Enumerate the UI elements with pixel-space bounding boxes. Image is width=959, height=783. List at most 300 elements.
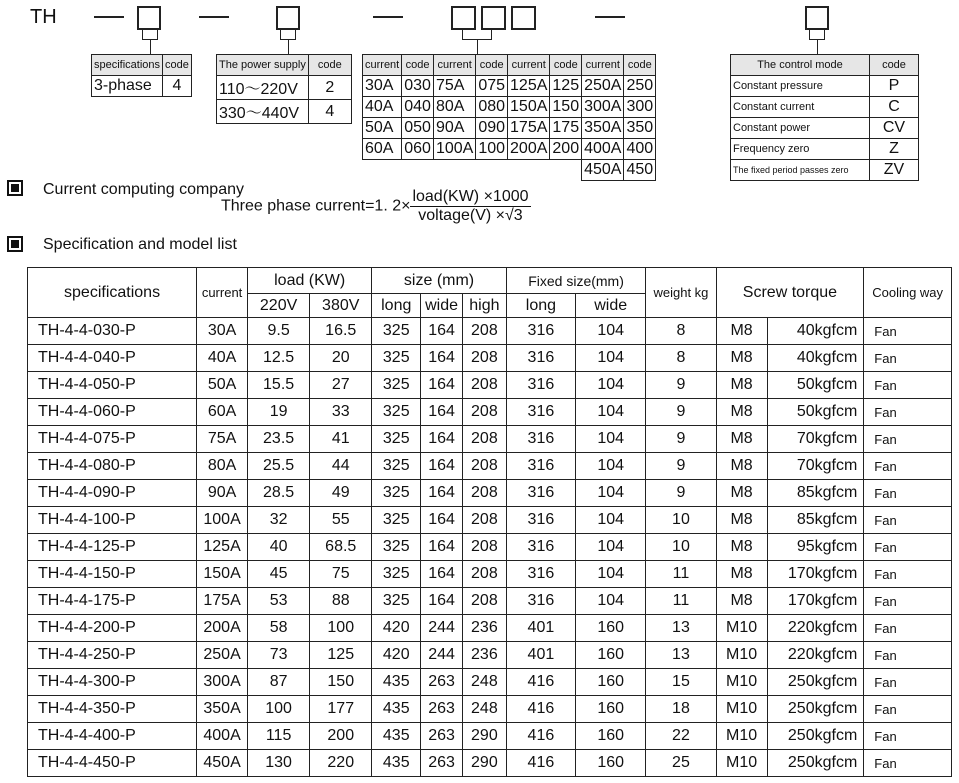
current-cell: 300A: [197, 669, 248, 696]
size-long-cell: 325: [372, 318, 421, 345]
control-code: P: [870, 76, 919, 97]
weight-cell: 9: [646, 453, 716, 480]
current-code: 075: [476, 76, 508, 97]
dash-2: [199, 16, 229, 18]
torque-cell: 220kgfcm: [767, 615, 864, 642]
load-380-cell: 125: [310, 642, 372, 669]
fixed-wide-cell: 104: [576, 399, 646, 426]
header-fixed-size: Fixed size(mm): [506, 268, 646, 294]
fixed-long-cell: 316: [506, 399, 575, 426]
header-load-220: 220V: [248, 294, 310, 318]
table-row: [28, 696, 952, 723]
connector-spec-stem: [150, 40, 151, 54]
table-row: [28, 534, 952, 561]
current-value: 200A: [508, 139, 550, 160]
spec-list-title: Specification and model list: [43, 236, 237, 253]
current-value: 300A: [582, 97, 624, 118]
current-code: 250: [624, 76, 656, 97]
control-code: C: [870, 97, 919, 118]
load-220-cell: 25.5: [248, 453, 310, 480]
model-cell: TH-4-4-450-P: [28, 750, 197, 777]
current-cell: 80A: [197, 453, 248, 480]
screw-cell: M8: [716, 561, 767, 588]
table-row: [28, 615, 952, 642]
load-220-cell: 28.5: [248, 480, 310, 507]
size-high-cell: 208: [462, 426, 506, 453]
table-row: [28, 372, 952, 399]
table-row: [28, 723, 952, 750]
connector-control: [809, 30, 825, 40]
size-high-cell: 208: [462, 399, 506, 426]
table-row: [28, 480, 952, 507]
fixed-wide-cell: 104: [576, 561, 646, 588]
current-value: 100A: [433, 139, 475, 160]
current-code: 400: [624, 139, 656, 160]
size-high-cell: 208: [462, 507, 506, 534]
current-cell: 350A: [197, 696, 248, 723]
weight-cell: 9: [646, 480, 716, 507]
header-cooling: Cooling way: [864, 268, 952, 318]
fixed-long-cell: 316: [506, 318, 575, 345]
weight-cell: 11: [646, 588, 716, 615]
load-380-cell: 49: [310, 480, 372, 507]
current-cell: 150A: [197, 561, 248, 588]
cooling-cell: Fan: [864, 588, 952, 615]
current-code: 090: [476, 118, 508, 139]
current-value: 40A: [363, 97, 402, 118]
weight-cell: 10: [646, 507, 716, 534]
cooling-cell: Fan: [864, 750, 952, 777]
fixed-long-cell: 316: [506, 507, 575, 534]
computing-title: Current computing company: [43, 181, 244, 198]
code-box-control: [805, 6, 829, 30]
load-220-cell: 9.5: [248, 318, 310, 345]
load-380-cell: 150: [310, 669, 372, 696]
header-size: size (mm): [372, 268, 506, 294]
current-cell: 100A: [197, 507, 248, 534]
fixed-long-cell: 316: [506, 588, 575, 615]
current-code-header: code: [624, 55, 656, 76]
cooling-cell: Fan: [864, 615, 952, 642]
current-header: current: [433, 55, 475, 76]
size-long-cell: 420: [372, 642, 421, 669]
screw-cell: M10: [716, 696, 767, 723]
load-220-cell: 32: [248, 507, 310, 534]
screw-cell: M8: [716, 318, 767, 345]
size-high-cell: 290: [462, 723, 506, 750]
connector-current: [462, 30, 492, 40]
current-cell: 200A: [197, 615, 248, 642]
torque-cell: 250kgfcm: [767, 696, 864, 723]
size-long-cell: 420: [372, 615, 421, 642]
fixed-long-cell: 316: [506, 426, 575, 453]
table-row: [28, 345, 952, 372]
screw-cell: M8: [716, 588, 767, 615]
power-code-table: [216, 54, 352, 124]
load-380-cell: 220: [310, 750, 372, 777]
fixed-wide-cell: 160: [576, 723, 646, 750]
size-wide-cell: 263: [421, 723, 463, 750]
header-load-380: 380V: [310, 294, 372, 318]
header-size-long: long: [372, 294, 421, 318]
load-220-cell: 15.5: [248, 372, 310, 399]
fixed-wide-cell: 104: [576, 426, 646, 453]
load-220-cell: 45: [248, 561, 310, 588]
current-cell: 175A: [197, 588, 248, 615]
control-code-header: code: [870, 55, 919, 76]
load-380-cell: 68.5: [310, 534, 372, 561]
current-code-header: code: [402, 55, 434, 76]
spec-header: specifications: [92, 55, 163, 76]
size-high-cell: 208: [462, 561, 506, 588]
fixed-wide-cell: 160: [576, 750, 646, 777]
torque-cell: 40kgfcm: [767, 345, 864, 372]
table-row: [28, 453, 952, 480]
current-code: 050: [402, 118, 434, 139]
model-cell: TH-4-4-090-P: [28, 480, 197, 507]
cooling-cell: Fan: [864, 480, 952, 507]
cooling-cell: Fan: [864, 399, 952, 426]
model-cell: TH-4-4-200-P: [28, 615, 197, 642]
size-wide-cell: 263: [421, 696, 463, 723]
screw-cell: M8: [716, 480, 767, 507]
power-code-header: code: [308, 55, 351, 76]
current-code: 125: [550, 76, 582, 97]
size-high-cell: 236: [462, 642, 506, 669]
dash-4: [595, 16, 625, 18]
header-specifications: specifications: [28, 268, 197, 318]
load-380-cell: 20: [310, 345, 372, 372]
header-size-wide: wide: [421, 294, 463, 318]
weight-cell: 18: [646, 696, 716, 723]
size-long-cell: 325: [372, 345, 421, 372]
fixed-wide-cell: 160: [576, 615, 646, 642]
current-code: 450: [624, 160, 656, 181]
torque-cell: 250kgfcm: [767, 669, 864, 696]
cooling-cell: Fan: [864, 507, 952, 534]
current-header: current: [508, 55, 550, 76]
table-row: [28, 588, 952, 615]
current-cell: 50A: [197, 372, 248, 399]
spec-code-table: [91, 54, 192, 97]
connector-control-stem: [817, 40, 818, 54]
size-long-cell: 325: [372, 399, 421, 426]
control-code: ZV: [870, 160, 919, 181]
model-cell: TH-4-4-040-P: [28, 345, 197, 372]
weight-cell: 13: [646, 615, 716, 642]
control-mode: Constant pressure: [731, 76, 870, 97]
load-380-cell: 100: [310, 615, 372, 642]
screw-cell: M8: [716, 399, 767, 426]
model-cell: TH-4-4-400-P: [28, 723, 197, 750]
fixed-long-cell: 316: [506, 345, 575, 372]
header-current: current: [197, 268, 248, 318]
weight-cell: 8: [646, 345, 716, 372]
size-wide-cell: 164: [421, 534, 463, 561]
size-wide-cell: 263: [421, 750, 463, 777]
fixed-wide-cell: 104: [576, 507, 646, 534]
load-220-cell: 115: [248, 723, 310, 750]
table-row: [28, 561, 952, 588]
cooling-cell: Fan: [864, 696, 952, 723]
cooling-cell: Fan: [864, 534, 952, 561]
size-high-cell: 208: [462, 345, 506, 372]
screw-cell: M8: [716, 345, 767, 372]
model-cell: TH-4-4-050-P: [28, 372, 197, 399]
control-mode: Constant current: [731, 97, 870, 118]
size-high-cell: 208: [462, 318, 506, 345]
load-220-cell: 40: [248, 534, 310, 561]
size-long-cell: 325: [372, 561, 421, 588]
load-380-cell: 200: [310, 723, 372, 750]
size-high-cell: 208: [462, 534, 506, 561]
bullet-square-icon: [7, 236, 23, 252]
fixed-long-cell: 416: [506, 723, 575, 750]
model-cell: TH-4-4-250-P: [28, 642, 197, 669]
current-code: 350: [624, 118, 656, 139]
formula-numerator: load(KW) ×1000: [412, 188, 529, 205]
fixed-long-cell: 316: [506, 534, 575, 561]
current-value: 60A: [363, 139, 402, 160]
connector-current-stem: [477, 40, 478, 54]
table-row: [28, 426, 952, 453]
current-value: 50A: [363, 118, 402, 139]
screw-cell: M8: [716, 426, 767, 453]
screw-cell: M10: [716, 615, 767, 642]
size-wide-cell: 164: [421, 372, 463, 399]
spec-value: 3-phase: [92, 76, 163, 97]
formula-lhs: Three phase current: [221, 197, 366, 215]
current-empty: [508, 160, 550, 181]
current-value: 175A: [508, 118, 550, 139]
size-high-cell: 208: [462, 372, 506, 399]
fixed-wide-cell: 160: [576, 696, 646, 723]
torque-cell: 170kgfcm: [767, 588, 864, 615]
model-cell: TH-4-4-060-P: [28, 399, 197, 426]
table-row: [28, 507, 952, 534]
current-code: 030: [402, 76, 434, 97]
current-code-table: [362, 54, 656, 181]
current-cell: 60A: [197, 399, 248, 426]
current-empty: [363, 160, 402, 181]
current-code: 150: [550, 97, 582, 118]
weight-cell: 9: [646, 426, 716, 453]
fixed-long-cell: 316: [506, 453, 575, 480]
load-220-cell: 12.5: [248, 345, 310, 372]
model-prefix: TH: [30, 6, 57, 28]
load-380-cell: 41: [310, 426, 372, 453]
screw-cell: M8: [716, 507, 767, 534]
header-fixed-wide: wide: [576, 294, 646, 318]
current-value: 80A: [433, 97, 475, 118]
size-long-cell: 325: [372, 480, 421, 507]
size-wide-cell: 244: [421, 615, 463, 642]
spec-code-header: code: [163, 55, 192, 76]
size-long-cell: 325: [372, 588, 421, 615]
current-header: current: [363, 55, 402, 76]
size-wide-cell: 164: [421, 561, 463, 588]
header-screw-torque: Screw torque: [716, 268, 864, 318]
load-380-cell: 55: [310, 507, 372, 534]
current-code-header: code: [550, 55, 582, 76]
current-header: current: [582, 55, 624, 76]
control-mode: Constant power: [731, 118, 870, 139]
header-fixed-long: long: [506, 294, 575, 318]
load-220-cell: 19: [248, 399, 310, 426]
model-cell: TH-4-4-125-P: [28, 534, 197, 561]
dash-3: [373, 16, 403, 18]
current-code: 175: [550, 118, 582, 139]
size-long-cell: 435: [372, 723, 421, 750]
size-wide-cell: 244: [421, 642, 463, 669]
header-load: load (KW): [248, 268, 372, 294]
cooling-cell: Fan: [864, 453, 952, 480]
torque-cell: 50kgfcm: [767, 399, 864, 426]
current-cell: 90A: [197, 480, 248, 507]
code-box-current-2: [481, 6, 506, 30]
code-box-current-3: [511, 6, 536, 30]
cooling-cell: Fan: [864, 669, 952, 696]
current-code-header: code: [476, 55, 508, 76]
current-value: 250A: [582, 76, 624, 97]
current-code: 060: [402, 139, 434, 160]
current-code: 040: [402, 97, 434, 118]
current-cell: 250A: [197, 642, 248, 669]
formula-fraction: [410, 188, 530, 225]
size-high-cell: 248: [462, 696, 506, 723]
header-size-high: high: [462, 294, 506, 318]
size-high-cell: 208: [462, 453, 506, 480]
current-code: 080: [476, 97, 508, 118]
current-cell: 75A: [197, 426, 248, 453]
size-wide-cell: 164: [421, 426, 463, 453]
load-220-cell: 58: [248, 615, 310, 642]
size-long-cell: 325: [372, 372, 421, 399]
current-empty: [476, 160, 508, 181]
cooling-cell: Fan: [864, 426, 952, 453]
screw-cell: M10: [716, 750, 767, 777]
fixed-long-cell: 416: [506, 750, 575, 777]
size-wide-cell: 164: [421, 345, 463, 372]
formula-eq: =1. 2×: [365, 197, 411, 215]
current-value: 75A: [433, 76, 475, 97]
size-long-cell: 435: [372, 696, 421, 723]
weight-cell: 22: [646, 723, 716, 750]
load-220-cell: 87: [248, 669, 310, 696]
load-380-cell: 177: [310, 696, 372, 723]
torque-cell: 50kgfcm: [767, 372, 864, 399]
torque-cell: 250kgfcm: [767, 723, 864, 750]
size-wide-cell: 164: [421, 399, 463, 426]
fixed-long-cell: 316: [506, 561, 575, 588]
spec-table-body: [28, 318, 952, 777]
model-cell: TH-4-4-030-P: [28, 318, 197, 345]
control-header: The control mode: [731, 55, 870, 76]
torque-cell: 220kgfcm: [767, 642, 864, 669]
torque-cell: 95kgfcm: [767, 534, 864, 561]
fixed-long-cell: 316: [506, 372, 575, 399]
current-value: 450A: [582, 160, 624, 181]
current-value: 400A: [582, 139, 624, 160]
size-long-cell: 325: [372, 534, 421, 561]
code-box-spec: [137, 6, 161, 30]
current-empty: [402, 160, 434, 181]
control-code-table: [730, 54, 919, 181]
current-value: 90A: [433, 118, 475, 139]
control-mode: Frequency zero: [731, 139, 870, 160]
model-cell: TH-4-4-350-P: [28, 696, 197, 723]
size-wide-cell: 164: [421, 453, 463, 480]
size-high-cell: 236: [462, 615, 506, 642]
torque-cell: 70kgfcm: [767, 453, 864, 480]
fixed-long-cell: 416: [506, 669, 575, 696]
fixed-wide-cell: 104: [576, 372, 646, 399]
load-380-cell: 88: [310, 588, 372, 615]
size-wide-cell: 164: [421, 480, 463, 507]
size-long-cell: 325: [372, 426, 421, 453]
table-row: [28, 642, 952, 669]
load-220-cell: 73: [248, 642, 310, 669]
current-value: 30A: [363, 76, 402, 97]
model-cell: TH-4-4-080-P: [28, 453, 197, 480]
cooling-cell: Fan: [864, 345, 952, 372]
fixed-wide-cell: 104: [576, 480, 646, 507]
current-empty: [550, 160, 582, 181]
weight-cell: 11: [646, 561, 716, 588]
load-380-cell: 16.5: [310, 318, 372, 345]
fixed-long-cell: 416: [506, 696, 575, 723]
cooling-cell: Fan: [864, 561, 952, 588]
spec-table: [27, 267, 952, 777]
current-cell: 400A: [197, 723, 248, 750]
connector-power-stem: [288, 40, 289, 54]
cooling-cell: Fan: [864, 642, 952, 669]
weight-cell: 13: [646, 642, 716, 669]
size-high-cell: 248: [462, 669, 506, 696]
weight-cell: 25: [646, 750, 716, 777]
computing-formula: [221, 188, 531, 225]
current-code: 200: [550, 139, 582, 160]
current-cell: 125A: [197, 534, 248, 561]
load-220-cell: 53: [248, 588, 310, 615]
load-220-cell: 23.5: [248, 426, 310, 453]
formula-denominator: voltage(V) ×√3: [418, 207, 523, 224]
header-weight: weight kg: [646, 268, 716, 318]
fixed-long-cell: 316: [506, 480, 575, 507]
fixed-wide-cell: 104: [576, 318, 646, 345]
screw-cell: M8: [716, 372, 767, 399]
control-code: Z: [870, 139, 919, 160]
current-cell: 450A: [197, 750, 248, 777]
model-cell: TH-4-4-175-P: [28, 588, 197, 615]
size-high-cell: 208: [462, 588, 506, 615]
power-header: The power supply: [217, 55, 309, 76]
load-380-cell: 27: [310, 372, 372, 399]
fixed-wide-cell: 160: [576, 669, 646, 696]
size-wide-cell: 164: [421, 318, 463, 345]
model-cell: TH-4-4-075-P: [28, 426, 197, 453]
screw-cell: M10: [716, 642, 767, 669]
screw-cell: M8: [716, 534, 767, 561]
screw-cell: M10: [716, 669, 767, 696]
power-value: 330～440V: [217, 100, 309, 124]
size-long-cell: 435: [372, 750, 421, 777]
connector-power: [280, 30, 296, 40]
weight-cell: 10: [646, 534, 716, 561]
control-mode: The fixed period passes zero: [731, 160, 870, 181]
power-code: 4: [308, 100, 351, 124]
spec-code: 4: [163, 76, 192, 97]
